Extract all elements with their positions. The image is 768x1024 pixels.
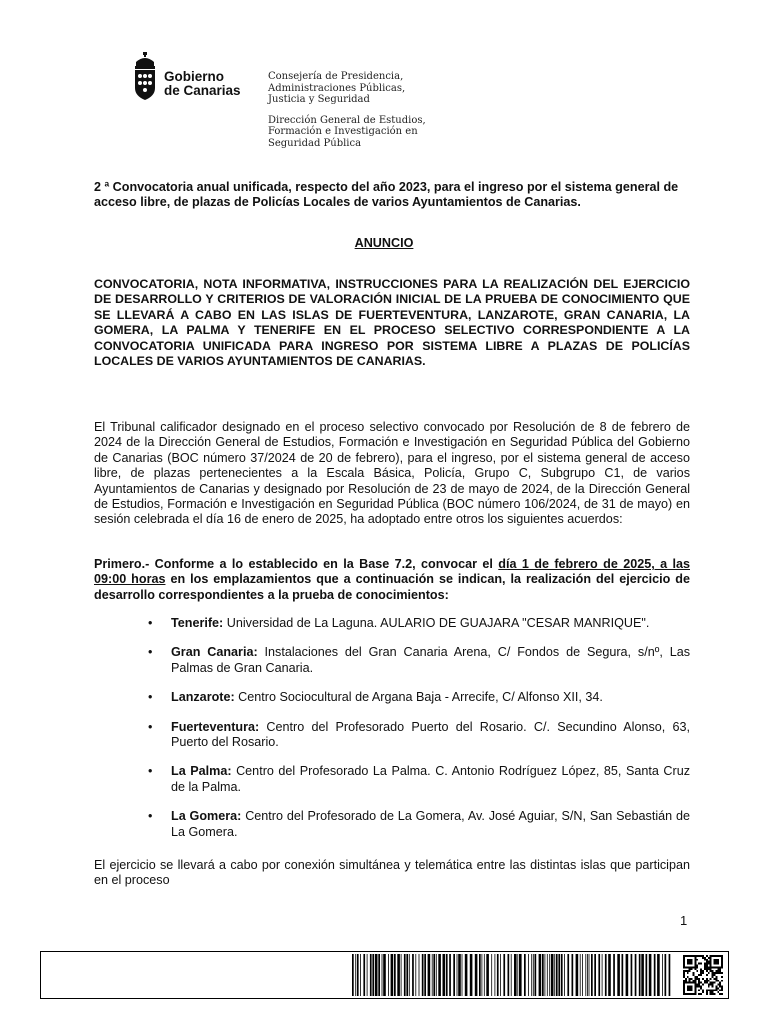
page-number: 1 [680, 913, 688, 928]
closing-paragraph: El ejercicio se llevará a cabo por conexión simultánea y telemática entre las distintas islas que participan en el proceso [94, 858, 690, 888]
direction-line: Formación e Investigación en [268, 126, 418, 137]
list-item [146, 764, 690, 795]
document-title: 2 ª Convocatoria anual unificada, respecto del año 2023, para el ingreso por el sistema general de acceso libre, de plazas de Policías Locales de varios Ayuntamientos de Canarias. [94, 180, 679, 210]
bullet-icon: • [148, 719, 153, 734]
island-name: La Gomera: [171, 809, 242, 824]
bullet-icon: • [148, 809, 153, 824]
primero-text-1: Primero.- Conforme a lo establecido en la Base 7.2, convocar el [94, 557, 499, 571]
anuncio-heading-text: ANUNCIO [354, 236, 414, 250]
primero-text-2: en los emplazamientos que a continuación se indican, la realización del ejercicio de desarrollo correspondientes a la prueba de conocimientos: [94, 572, 690, 602]
bullet-icon: • [148, 764, 153, 779]
dept-line: Administraciones Públicas, [268, 82, 406, 94]
anuncio-heading [0, 236, 768, 250]
convocatoria-paragraph: CONVOCATORIA, NOTA INFORMATIVA, INSTRUCCIONES PARA LA REALIZACIÓN DEL EJERCICIO DE DESARROLLO Y CRITERIOS DE VALORACIÓN INICIAL DE LA PRUEBA DE CONOCIMIENTO QUE SE LLEVARÁ A CABO EN LAS ISLAS DE FUERTEVENTURA, LANZAROTE, GRAN CANARIA, LA GOMERA, LA PALMA Y TENERIFE EN EL PROCESO SELECTIVO CORRESPONDIENTE A LA CONVOCATORIA UNIFICADA PARA INGRESO POR SISTEMA LIBRE A PLAZAS DE POLICÍAS LOCALES DE VARIOS AYUNTAMIENTOS DE CANARIAS. [94, 277, 690, 369]
list-item [146, 645, 690, 676]
gobierno-canarias-logo [132, 52, 262, 102]
island-name: Fuerteventura: [171, 719, 260, 734]
logo-line-2: de Canarias [164, 83, 241, 98]
bullet-icon: • [148, 645, 153, 660]
island-name: La Palma: [171, 764, 232, 779]
coat-of-arms-icon [132, 52, 158, 102]
direction-line: Seguridad Pública [268, 137, 362, 149]
list-item [146, 720, 690, 751]
location-address: Centro Sociocultural de Argana Baja - Arrecife, C/ Alfonso XII, 34. [234, 690, 603, 705]
list-item [146, 809, 690, 840]
exam-date: día 1 de febrero de 2025, a las 09:00 horas [94, 557, 690, 587]
island-name: Gran Canaria: [171, 645, 258, 660]
barcode [352, 954, 672, 996]
department-header [268, 71, 426, 149]
list-item [146, 616, 690, 631]
bullet-icon: • [148, 690, 153, 705]
primero-paragraph [94, 557, 690, 603]
location-address: Centro del Profesorado de La Gomera, Av. José Aguiar, S/N, San Sebastián de La Gomera. [171, 809, 690, 839]
bullet-icon: • [148, 616, 153, 630]
location-list [146, 616, 690, 854]
list-item [146, 690, 690, 705]
qr-code [683, 955, 723, 995]
logo-wordmark [164, 70, 241, 98]
location-address: Universidad de La Laguna. AULARIO DE GUAJARA "CESAR MANRIQUE". [223, 616, 650, 630]
location-address: Instalaciones del Gran Canaria Arena, C/ Fondos de Segura, s/nº, Las Palmas de Gran Canaria. [171, 645, 691, 675]
dept-line: Consejería de Presidencia, [268, 71, 404, 82]
island-name: Tenerife: [171, 616, 224, 630]
location-address: Centro del Profesorado La Palma. C. Antonio Rodríguez López, 85, Santa Cruz de la Palma. [171, 764, 690, 794]
direction-line: Dirección General de Estudios, [268, 114, 426, 126]
logo-line-1: Gobierno [164, 69, 224, 84]
dept-line: Justicia y Seguridad [268, 94, 370, 105]
island-name: Lanzarote: [171, 690, 235, 705]
intro-paragraph: El Tribunal calificador designado en el proceso selectivo convocado por Resolución de 8 de febrero de 2024 de la Dirección General de Estudios, Formación e Investigación en Seguridad Pública del Gobierno de Canarias (BOC número 37/2024 de 20 de febrero), para el ingreso, por el sistema general de acceso libre, de plazas pertenecientes a la Escala Básica, Policía, Grupo C, Subgrupo C1, de varios Ayuntamientos de Canarias y designado por Resolución de 23 de mayo de 2024, de la Dirección General de Estudios, Formación e Investigación en Seguridad Pública (BOC número 106/2024, de 31 de mayo) en sesión celebrada el día 16 de enero de 2025, ha adoptado entre otros los siguientes acuerdos: [94, 420, 690, 527]
location-address: Centro del Profesorado Puerto del Rosario. C/. Secundino Alonso, 63, Puerto del Rosario. [171, 719, 690, 750]
